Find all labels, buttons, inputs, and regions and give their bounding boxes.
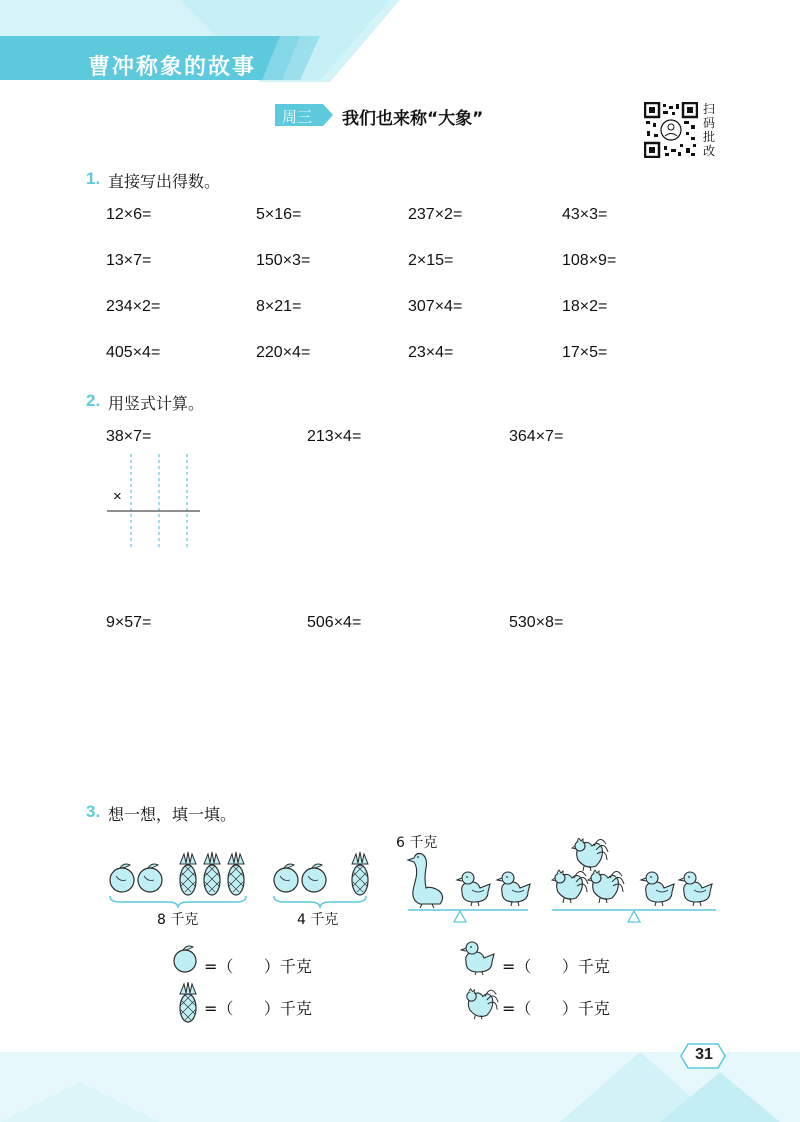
orange-answer[interactable]: =（ ）千克 [204, 957, 312, 976]
balance-illustration [400, 838, 720, 924]
q2-expression: 506×4= [307, 614, 362, 631]
times-sign: × [113, 488, 122, 505]
group-2-weight-label: 4 千克 [297, 912, 339, 928]
goose-weight-label: 6 千克 [396, 835, 438, 851]
question-1-prompt: 直接写出得数。 [108, 172, 221, 191]
q1-expression: 150×3= [256, 252, 311, 269]
duck-answer[interactable]: =（ ）千克 [502, 957, 610, 976]
q1-expression: 13×7= [106, 252, 152, 269]
fruit-groups-illustration [100, 846, 390, 908]
rooster-icon [462, 986, 500, 1022]
qr-scan-label: 扫 码 批 改 [703, 102, 716, 158]
q1-expression: 12×6= [106, 206, 152, 223]
q1-expression: 2×15= [408, 252, 454, 269]
page-number: 31 [695, 1046, 713, 1063]
question-3-prompt: 想一想，填一填。 [108, 805, 237, 824]
rooster-answer[interactable]: =（ ）千克 [502, 999, 610, 1018]
q1-expression: 220×4= [256, 344, 311, 361]
lesson-title: 我们也来称“大象” [342, 109, 484, 129]
q1-expression: 8×21= [256, 298, 302, 315]
q2-expression: 9×57= [106, 614, 152, 631]
q1-expression: 307×4= [408, 298, 463, 315]
pineapple-answer[interactable]: =（ ）千克 [204, 999, 312, 1018]
q2-expression: 38×7= [106, 428, 152, 445]
day-badge-label: 周三 [282, 108, 313, 126]
question-2-number: 2. [86, 391, 101, 410]
q1-expression: 108×9= [562, 252, 617, 269]
q1-expression: 237×2= [408, 206, 463, 223]
duck-icon [460, 940, 500, 976]
q2-expression: 213×4= [307, 428, 362, 445]
q1-expression: 234×2= [106, 298, 161, 315]
pineapple-icon [176, 982, 200, 1024]
section-title: 曹冲称象的故事 [88, 55, 257, 80]
question-2-prompt: 用竖式计算。 [108, 394, 205, 413]
q1-expression: 23×4= [408, 344, 454, 361]
q2-expression: 364×7= [509, 428, 564, 445]
group-1-weight-label: 8 千克 [157, 912, 199, 928]
orange-icon [170, 944, 200, 974]
q2-expression: 530×8= [509, 614, 564, 631]
q1-expression: 17×5= [562, 344, 608, 361]
q1-expression: 405×4= [106, 344, 161, 361]
q1-expression: 5×16= [256, 206, 302, 223]
qr-code-icon[interactable] [644, 102, 698, 158]
q1-expression: 18×2= [562, 298, 608, 315]
question-3-number: 3. [86, 802, 101, 821]
question-1-number: 1. [86, 169, 101, 188]
q1-expression: 43×3= [562, 206, 608, 223]
